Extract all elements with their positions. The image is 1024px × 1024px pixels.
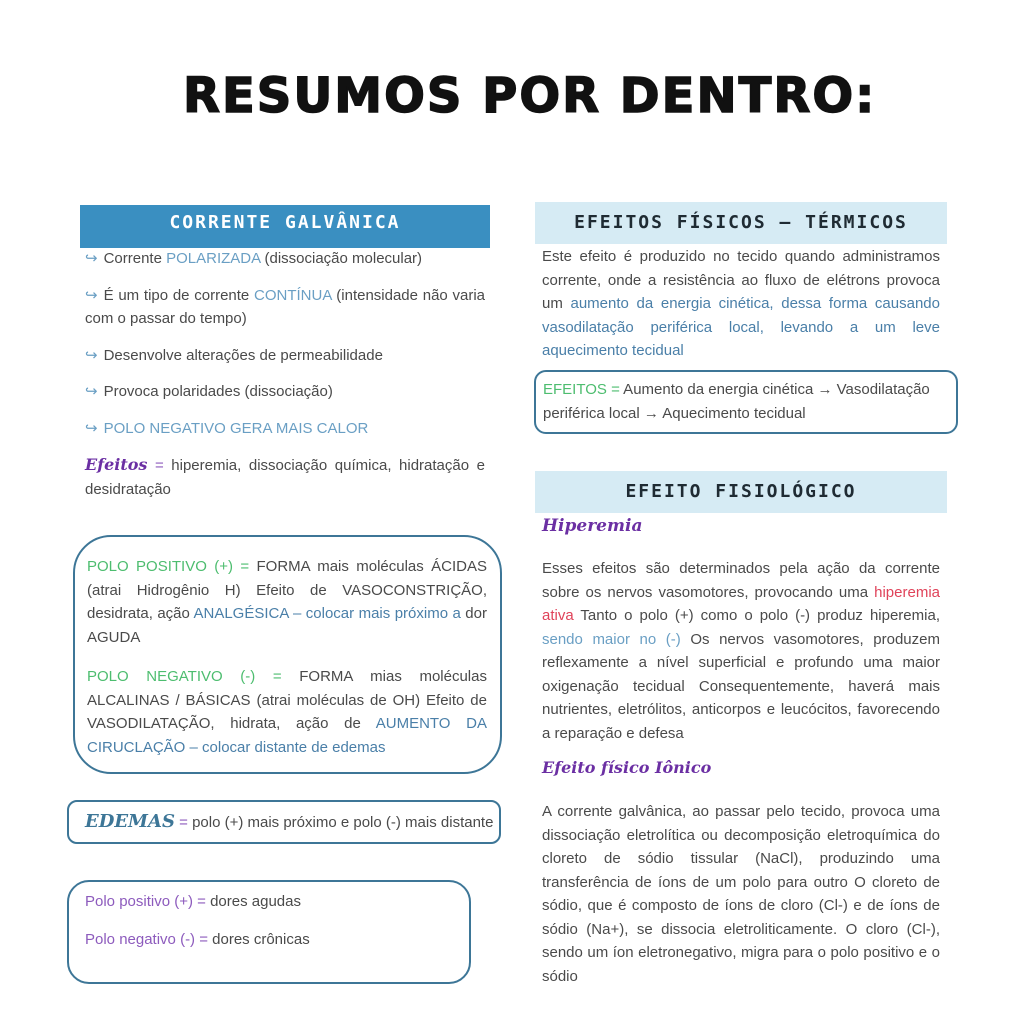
section-header-corrente-galvanica: CORRENTE GALVÂNICA bbox=[80, 205, 490, 248]
document-page bbox=[60, 180, 965, 985]
bullet-list bbox=[85, 247, 485, 501]
return-arrow-icon: ↪ bbox=[85, 286, 98, 304]
ionico-paragraph: A corrente galvânica, ao passar pelo tecido, provoca uma dissociação eletrolítica ou decomposição eletroquímica do cloreto de sódio tissular (NaCl), produzindo uma transferência de íons de um polo para outro O cloreto de sódio, que é composto de íons de cloro (Cl-) e de íons de sódio (Na+), se dissocia eletroliticamente. O cloro (Cl-), sendo um íon eletronegativo, migra para o polo positivo e o sódio bbox=[542, 803, 940, 985]
polo-box: POLO POSITIVO (+) = FORMA mais moléculas ÁCIDAS (atrai Hidrogênio H) Efeito de VASOCONSTRIÇÃO, desidrata, ação ANALGÉSICA – colocar mais próximo a dor AGUDA POLO NEGATIVO (-) = FORMA mias moléculas ALCALINAS / BÁSICAS (atrai moléculas de OH) Efeito de VASODILATAÇÃO, hidrata, ação de AUMENTO DA CIRUCLAÇÃO – colocar distante de edemas bbox=[73, 535, 502, 774]
return-arrow-icon: ↪ bbox=[85, 383, 98, 400]
section-header-efeito-fisiologico: EFEITO FISIOLÓGICO bbox=[535, 471, 947, 513]
termicos-paragraph: Este efeito é produzido no tecido quando administramos corrente, onde a resistência ao fluxo de elétrons provoca um aumento da energia cinética, dessa forma causando vasodilatação periférica local, levando a um leve aquecimento tecidual bbox=[542, 248, 940, 359]
subheading-hiperemia: Hiperemia bbox=[542, 516, 643, 536]
return-arrow-icon: ↪ bbox=[85, 346, 98, 364]
return-arrow-icon: ↪ bbox=[85, 250, 98, 267]
return-arrow-icon: ↪ bbox=[85, 419, 98, 437]
page-title: RESUMOS POR DENTRO: bbox=[183, 68, 877, 124]
list-item: ↪ É um tipo de corrente CONTÍNUA (intensidade não varia com o passar do tempo) bbox=[85, 286, 486, 327]
list-item: ↪ Desenvolve alterações de permeabilidade bbox=[85, 346, 383, 364]
list-item: ↪ Provoca polaridades (dissociação) bbox=[85, 383, 333, 400]
edemas-box: EDEMAS = polo (+) mais próximo e polo (-) mais distante bbox=[67, 800, 501, 844]
section-header-efeitos-termicos: EFEITOS FÍSICOS – TÉRMICOS bbox=[535, 202, 947, 244]
efeitos-line: Efeitos = hiperemia, dissociação química, hidratação e desidratação bbox=[85, 455, 485, 498]
efeitos-box: EFEITOS = Aumento da energia cinética → Vasodilatação periférica local → Aquecimento tecidual bbox=[534, 370, 958, 434]
hiperemia-paragraph: Esses efeitos são determinados pela ação da corrente sobre os nervos vasomotores, provocando uma hiperemia ativa Tanto o polo (+) como o polo (-) produz hiperemia, sendo maior no (-) Os nervos vasomotores, produzem reflexamente a nível superficial e profundo uma maior oxigenação tecidual Consequentemente, haverá mais nutrientes, eletrólitos, anticorpos e leucócitos, favorecendo a reparação e defesa bbox=[542, 560, 940, 742]
subheading-efeito-fisico-ionico: Efeito físico Iônico bbox=[542, 758, 712, 777]
list-item: ↪ Corrente POLARIZADA (dissociação molecular) bbox=[85, 250, 423, 267]
list-item: ↪ POLO NEGATIVO GERA MAIS CALOR bbox=[85, 419, 369, 437]
dores-box: Polo positivo (+) = dores agudas Polo negativo (-) = dores crônicas bbox=[67, 880, 471, 984]
